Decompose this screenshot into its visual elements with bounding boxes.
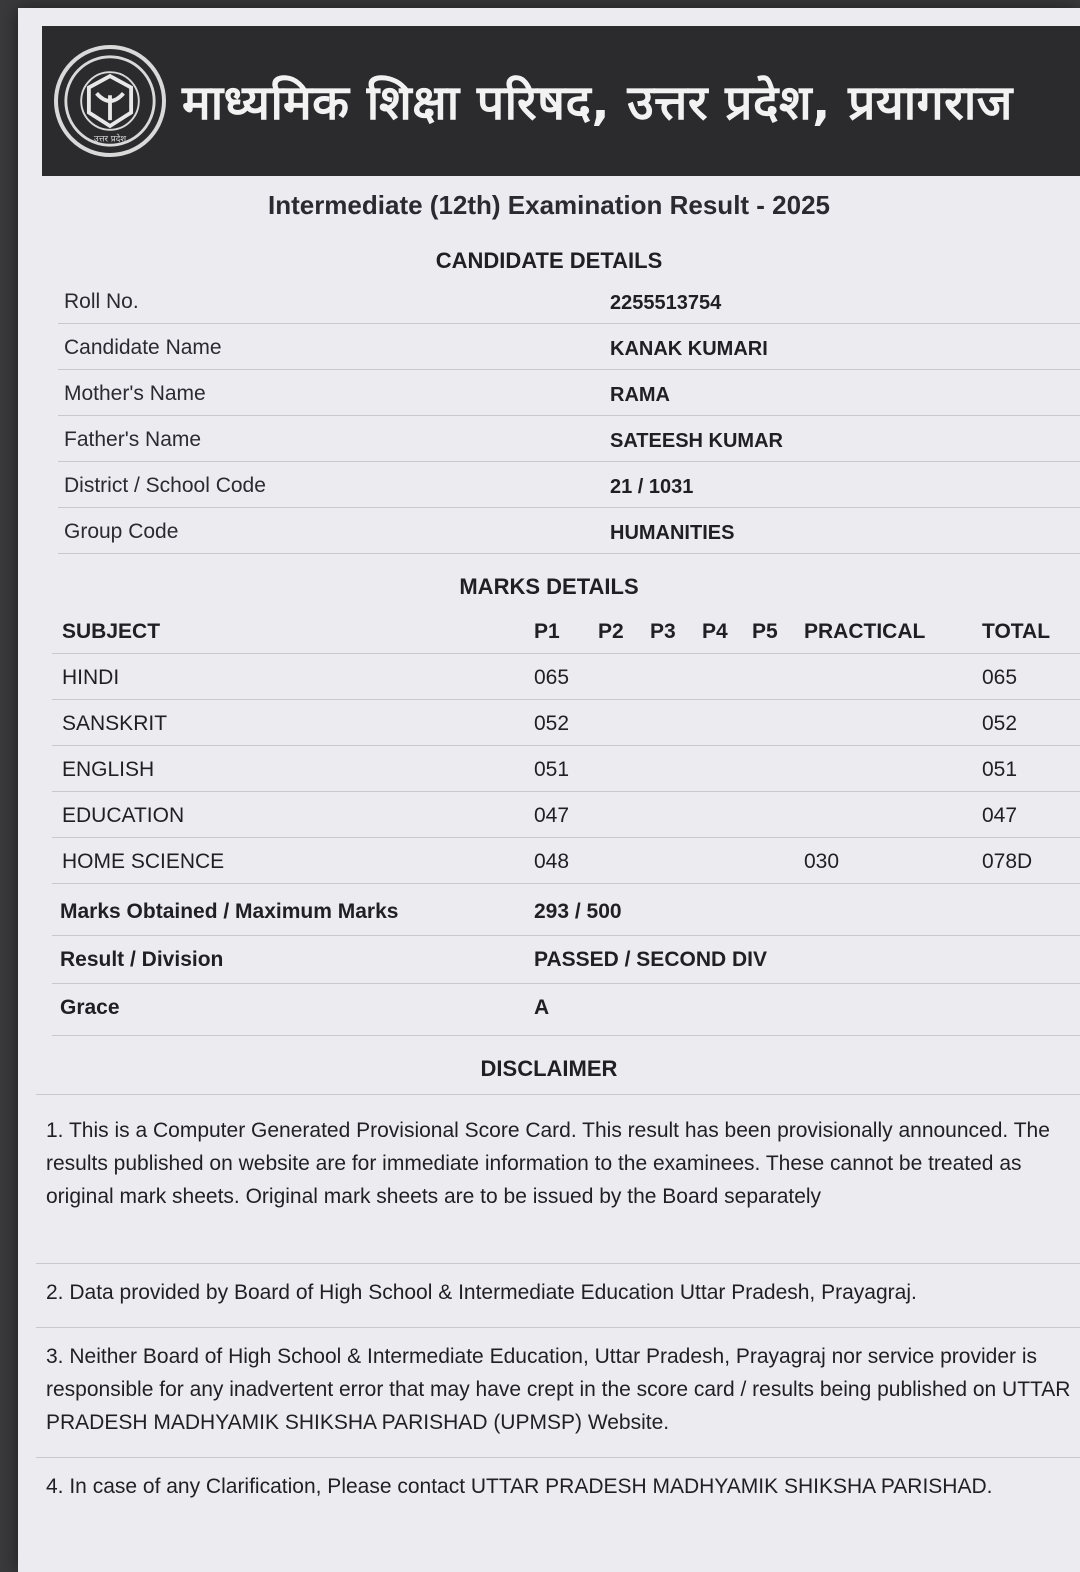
field-value: 2255513754 [610,292,722,314]
candidate-row-district [58,462,1080,508]
summary-label: Result / Division [60,948,224,971]
marks-row [52,700,1080,746]
summary-value: 293 / 500 [534,900,622,923]
marks-row [52,838,1080,884]
total-mark: 047 [982,804,1018,827]
board-emblem-icon [54,45,166,157]
marks-row [52,746,1080,792]
field-label: Roll No. [64,290,139,313]
p1-mark: 051 [534,758,570,781]
field-value: 21 / 1031 [610,476,694,498]
candidate-row-name [58,324,1080,370]
candidate-row-mother [58,370,1080,416]
marks-details-heading: MARKS DETAILS [459,574,639,599]
candidate-row-father [58,416,1080,462]
total-mark: 065 [982,666,1018,689]
field-label: Mother's Name [64,382,206,405]
divider [36,1094,1080,1095]
disclaimer-item: 2. Data provided by Board of High School & Intermediate Education Uttar Pradesh, Prayagraj. [36,1276,1080,1328]
col-p2: P2 [598,620,624,643]
field-value: HUMANITIES [610,522,735,544]
board-name: माध्यमिक शिक्षा परिषद, उत्तर प्रदेश, प्रयागराज [182,74,1013,131]
summary-result-row [52,936,1080,984]
total-mark: 078D [982,850,1033,873]
candidate-row-group [58,508,1080,554]
summary-value: A [534,996,550,1019]
col-p5: P5 [752,620,778,643]
summary-marks-row [52,888,1080,936]
marks-row [52,654,1080,700]
field-value: SATEESH KUMAR [610,430,783,452]
emblem-caption: उत्तर प्रदेश [93,134,127,145]
col-subject: SUBJECT [62,620,161,643]
p1-mark: 052 [534,712,570,735]
marks-header-row [52,608,1080,654]
candidate-row-roll [58,278,1080,324]
col-p3: P3 [650,620,676,643]
p1-mark: 048 [534,850,570,873]
col-p4: P4 [702,620,728,643]
summary-grace-row [52,984,1080,1036]
field-label: Group Code [64,520,179,543]
disclaimer-item: 4. In case of any Clarification, Please contact UTTAR PRADESH MADHYAMIK SHIKSHA PARISHAD. [46,1475,993,1498]
disclaimer-item: 3. Neither Board of High School & Intermediate Education, Uttar Pradesh, Prayagraj nor service provider is responsible for any inadvertent error that may have crept in the score card / results being published on UTTAR PRADESH MADHYAMIK SHIKSHA PARISHAD (UPMSP) Website. [36,1340,1080,1458]
exam-title: Intermediate (12th) Examination Result - 2025 [267,190,831,220]
col-practical: PRACTICAL [804,620,926,643]
field-value: RAMA [610,384,670,406]
total-mark: 052 [982,712,1018,735]
p1-mark: 047 [534,804,570,827]
disclaimer-item: 1. This is a Computer Generated Provisional Score Card. This result has been provisionally announced. The results published on website are for immediate information to the examinees. These cannot be treated as original mark sheets. Original mark sheets are to be issued by the Board separately [36,1114,1080,1264]
subject-name: ENGLISH [62,758,155,781]
result-sheet [18,8,1080,1572]
marks-row [52,792,1080,838]
subject-name: HINDI [62,666,120,689]
subject-name: HOME SCIENCE [62,850,225,873]
p1-mark: 065 [534,666,570,689]
summary-label: Marks Obtained / Maximum Marks [60,900,399,923]
subject-name: EDUCATION [62,804,185,827]
total-mark: 051 [982,758,1018,781]
summary-value: PASSED / SECOND DIV [534,948,767,971]
summary-label: Grace [60,996,120,1019]
field-label: Candidate Name [64,336,222,359]
disclaimer-heading: DISCLAIMER [480,1056,618,1081]
field-label: Father's Name [64,428,202,451]
col-p1: P1 [534,620,560,643]
col-total: TOTAL [982,620,1051,643]
practical-mark: 030 [804,850,840,873]
subject-name: SANSKRIT [62,712,168,735]
candidate-details-heading: CANDIDATE DETAILS [435,248,663,273]
board-banner [42,26,1080,176]
field-label: District / School Code [64,474,266,497]
field-value: KANAK KUMARI [610,338,768,360]
